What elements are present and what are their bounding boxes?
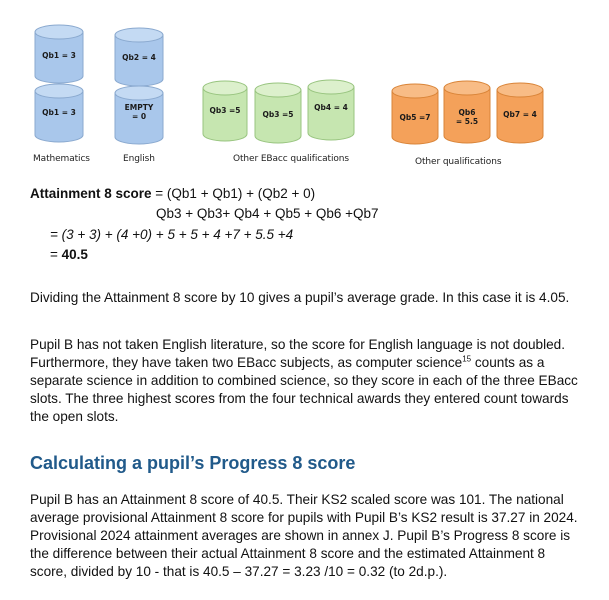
paragraph-text-part-b: counts as a separate science in addition to combined science, so they score in each of the three EBacc slots. The three highest scores from the four technical awards they entered count towards the open slots. [30,355,578,424]
formula-equals: = [50,247,62,262]
cylinder-label: EMPTY = 0 [124,103,154,121]
cylinder-label: Qb3 =5 [262,110,294,119]
cylinder-english-bottom [114,85,164,145]
cylinder-label: Qb6 = 5.5 [455,108,479,126]
formula-line-1 [30,186,315,201]
cylinder-other-3 [496,82,544,144]
formula-term: Attainment 8 score [30,186,152,201]
cylinder-ebacc-3 [307,79,355,141]
cylinder-label: Qb2 = 4 [122,53,156,62]
group-label-other-qualifications: Other qualifications [415,157,502,167]
cylinder-label: Qb1 = 3 [42,51,76,60]
formula-line-3: = (3 + 3) + (4 +0) + 5 + 5 + 4 +7 + 5.5 +4 [50,227,294,242]
cylinder-ebacc-1 [202,80,248,142]
cylinder-label: Qb1 = 3 [42,108,76,117]
section-heading: Calculating a pupil’s Progress 8 score [30,453,356,473]
cylinder-label: Qb5 =7 [399,113,431,122]
paragraph-pupil-b [30,336,580,426]
formula-line-2: Qb3 + Qb3+ Qb4 + Qb5 + Qb6 +Qb7 [156,206,379,221]
group-label-english: English [123,154,155,164]
paragraph-text: Dividing the Attainment 8 score by 10 gives a pupil’s average grade. In this case it is 4.05. [30,290,570,305]
footnote-ref: 15 [462,354,472,364]
cylinder-other-2 [443,80,491,144]
paragraph-progress-8 [30,491,580,581]
paragraph-text: Pupil B has an Attainment 8 score of 40.5. Their KS2 scaled score was 101. The national average provisional Attainment 8 score for pupils with Pupil B’s KS2 result is 37.27 in 2024. Provisional 2024 attainment averages are shown in annex J. Pupil B’s Progress 8 score is the difference between their actual Attainment 8 score and the estimated Attainment 8 score, divided by 10 - that is 40.5 – 37.27 = 3.23 /10 = 0.32 (to 2d.p.). [30,492,578,579]
formula-result: 40.5 [61,247,88,262]
group-label-mathematics: Mathematics [33,154,90,164]
cylinder-label: Qb4 = 4 [314,103,348,112]
cylinder-label: Qb3 =5 [209,106,241,115]
paragraph-average-grade [30,289,580,307]
cylinder-ebacc-2 [254,82,302,144]
paragraph-text-part-a: Pupil B has not taken English literature, so the score for English language is not doubled. Furthermore, they have taken two EBacc subjects, as computer science [30,337,566,370]
cylinder-other-1 [391,83,439,145]
group-label-other-ebacc: Other EBacc qualifications [233,154,349,164]
formula-line-4 [50,247,88,262]
paragraph-text [30,336,580,426]
cylinder-maths-bottom [34,83,84,143]
cylinder-maths-top [34,24,84,84]
formula-rhs: = (Qb1 + Qb1) + (Qb2 + 0) [151,186,316,201]
cylinder-english-top [114,27,164,87]
cylinder-label: Qb7 = 4 [503,110,537,119]
